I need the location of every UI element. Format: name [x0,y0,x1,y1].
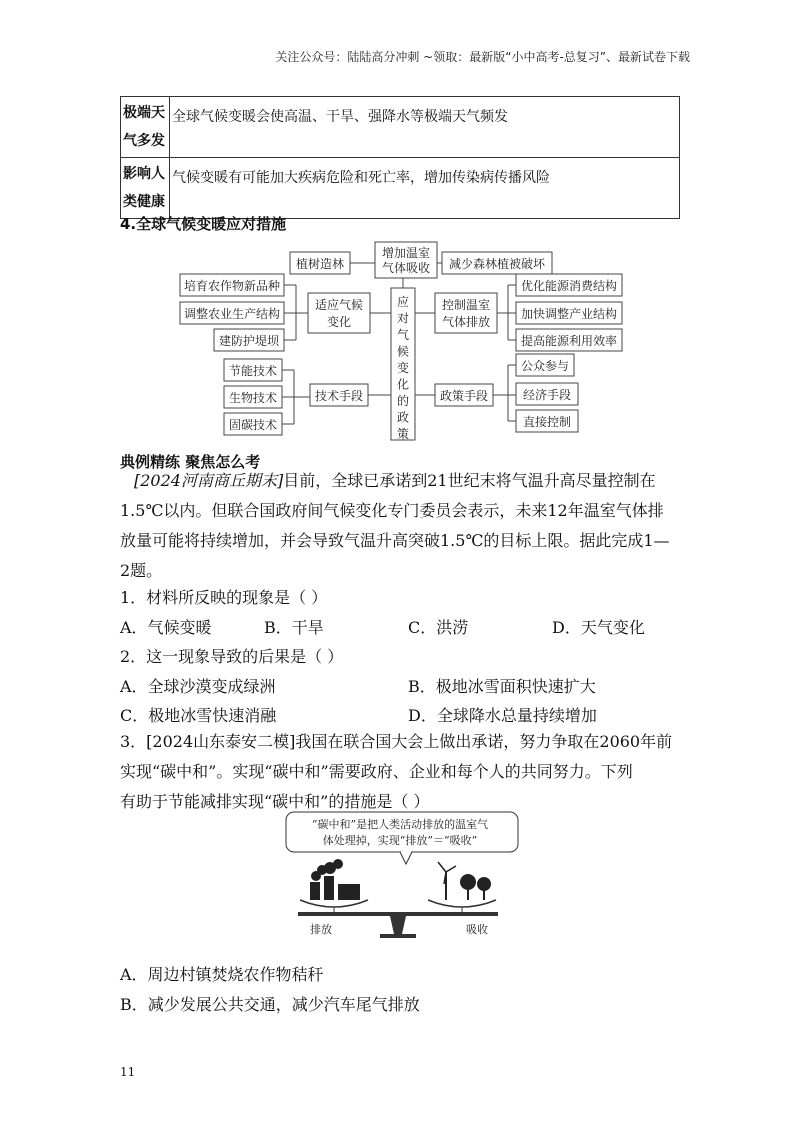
left-low-label: 技术手段 [314,389,364,403]
left-low-item: 生物技术 [228,391,278,405]
material-1-line: 2题。 [120,561,163,580]
tree-icon [460,874,491,900]
table-row [121,97,680,158]
bubble-line-1: “碳中和”是把人类活动排放的温室气 [311,818,489,831]
q3-option-a: A．周边村镇焚烧农作物秸秆 [120,965,324,984]
left-mid-item: 建防护堤坝 [218,334,280,348]
table-key: 影响人类健康 [121,158,170,219]
top-center-line2: 气体吸收 [381,261,431,275]
policy-diagram [170,238,630,443]
left-pan [300,900,368,907]
question-3-line: 有助于节能减排实现“碳中和”的措施是（ ） [120,792,430,811]
center-char: 应 [396,295,410,309]
q1-option-c: C．洪涝 [408,618,469,637]
emission-label: 排放 [310,923,332,936]
right-low-item: 公众参与 [520,359,570,373]
right-mid-item: 提高能源利用效率 [520,334,618,348]
table-value: 全球气候变暖会使高温、干旱、强降水等极端天气频发 [170,97,680,158]
q2-option-c: C．极地冰雪快速消融 [120,706,277,725]
examples-title: 典例精练 聚焦怎么考 [120,453,261,471]
left-mid-item: 培育农作物新品种 [183,279,281,293]
question-3-line: 我国在联合国大会上做出承诺，努力争取在2060年前 [295,732,673,751]
question-1-stem: 1．材料所反映的现象是（ ） [120,588,328,607]
absorption-label: 吸收 [466,923,488,936]
material-1-line: 目前，全球已承诺到21世纪末将气温升高尽量控制在 [283,471,656,490]
balance-stand [390,916,406,934]
right-mid-line2: 气体排放 [441,315,491,329]
q2-option-d: D．全球降水总量持续增加 [408,706,597,725]
right-mid-line1: 控制温室 [441,298,491,312]
q1-option-d: D．天气变化 [552,618,645,637]
header-note: 关注公众号：陆陆高分冲刺 ~领取：最新版“小中高考-总复习”、最新试卷下载 [275,50,690,64]
q3-option-b: B．减少发展公共交通，减少汽车尾气排放 [120,995,420,1014]
material-1-line: 放量可能将持续增加，并会导致气温升高突破1.5℃的目标上限。据此完成1— [120,531,670,550]
question-2-stem: 2．这一现象导致的后果是（ ） [120,647,344,666]
right-low-label: 政策手段 [439,389,489,403]
top-right-label: 减少森林植被破坏 [448,257,546,271]
left-mid-line1: 适应气候 [314,298,364,312]
q1-option-a: A．气候变暖 [120,618,212,637]
impact-table [120,96,680,219]
center-char: 对 [396,311,410,326]
material-1-source: [2024河南商丘期末] [134,471,284,490]
windmill-icon [438,862,456,900]
table-key: 极端天气多发 [121,97,170,158]
left-mid-line2: 变化 [326,315,352,329]
q2-option-b: B．极地冰雪面积快速扩大 [408,677,596,696]
page-number: 11 [120,1065,136,1079]
top-center-line1: 增加温室 [381,246,431,260]
material-1-line: 1.5℃以内。但联合国政府间气候变化专门委员会表示，未来12年温室气体排 [120,501,664,520]
center-char: 化 [396,377,410,392]
bubble-line-2: 体处理掉，实现“排放”＝“吸收” [322,834,478,847]
table-value: 气候变暖有可能加大疾病危险和死亡率，增加传染病传播风险 [170,158,680,219]
question-3-line: 实现“碳中和”。实现“碳中和”需要政府、企业和每个人的共同努力。下列 [120,762,633,781]
right-mid-item: 加快调整产业结构 [520,307,618,321]
carbon-neutral-figure [280,810,520,950]
question-3-number: 3．[2024山东泰安二模] [120,732,296,751]
material-1 [120,466,680,586]
center-char: 策 [396,427,410,441]
question-3 [120,727,680,817]
section-4-title: 4.全球气候变暖应对措施 [120,215,287,233]
left-low-item: 节能技术 [228,364,278,378]
center-char: 政 [396,410,410,425]
top-left-label: 植树造林 [295,257,345,271]
q1-option-b: B．干旱 [264,618,324,637]
right-mid-item: 优化能源消费结构 [520,279,618,293]
center-vertical-text [397,294,409,441]
right-pan [428,900,496,907]
center-char: 候 [396,344,410,359]
left-low-item: 固碳技术 [228,418,278,432]
center-char: 的 [396,394,410,408]
left-mid-item: 调整农业生产结构 [183,307,281,321]
factory-icon [310,859,360,900]
right-low-item: 直接控制 [522,415,572,429]
center-char: 气 [396,328,410,342]
right-low-item: 经济手段 [522,388,572,402]
table-row [121,158,680,219]
balance-beam [298,912,498,916]
center-char: 变 [396,361,410,375]
q2-option-a: A．全球沙漠变成绿洲 [120,677,276,696]
